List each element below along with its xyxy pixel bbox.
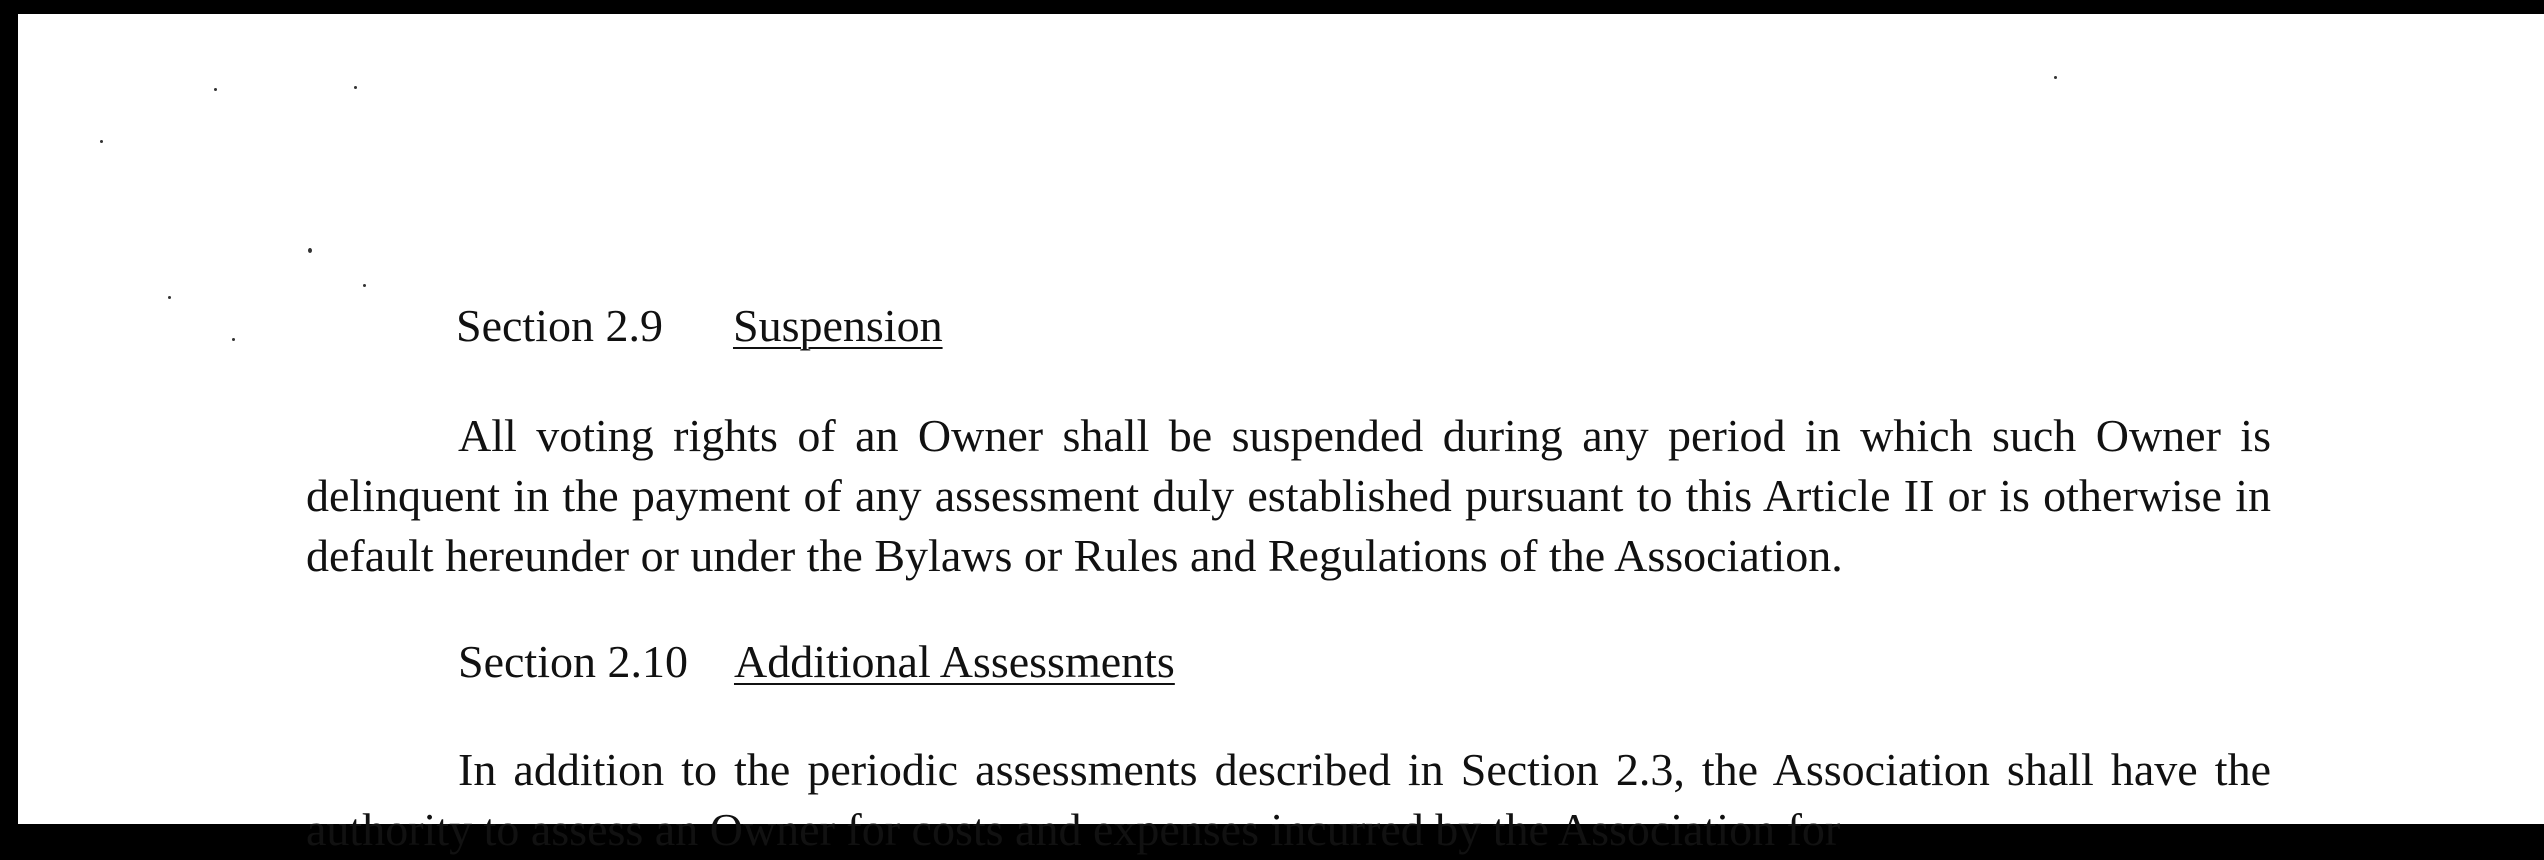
scan-speck <box>363 284 366 287</box>
section-2-10-heading <box>458 634 1175 690</box>
scan-speck <box>354 86 357 89</box>
section-title: Additional Assessments <box>733 636 1175 687</box>
section-number: Section 2.10 <box>458 636 688 687</box>
section-title: Suspension <box>732 300 943 351</box>
section-number: Section 2.9 <box>456 300 663 351</box>
scan-speck <box>232 338 235 341</box>
section-2-9-heading <box>456 298 943 354</box>
scan-speck <box>2054 76 2057 79</box>
section-2-10-paragraph: In addition to the periodic assessments described in Section 2.3, the Association shall have the authority to assess an Owner for costs and expenses incurred by the Association for <box>306 744 2271 855</box>
scan-speck <box>100 140 103 143</box>
scan-speck <box>308 248 312 253</box>
document-page <box>18 14 2544 855</box>
scan-speck <box>168 296 171 299</box>
section-2-9-paragraph: All voting rights of an Owner shall be suspended during any period in which such Owner is delinquent in the payment of any assessment duly established pursuant to this Article II or is otherwise in default hereunder or under the Bylaws or Rules and Regulations of the Association. <box>306 410 2271 581</box>
scan-speck <box>214 88 217 91</box>
